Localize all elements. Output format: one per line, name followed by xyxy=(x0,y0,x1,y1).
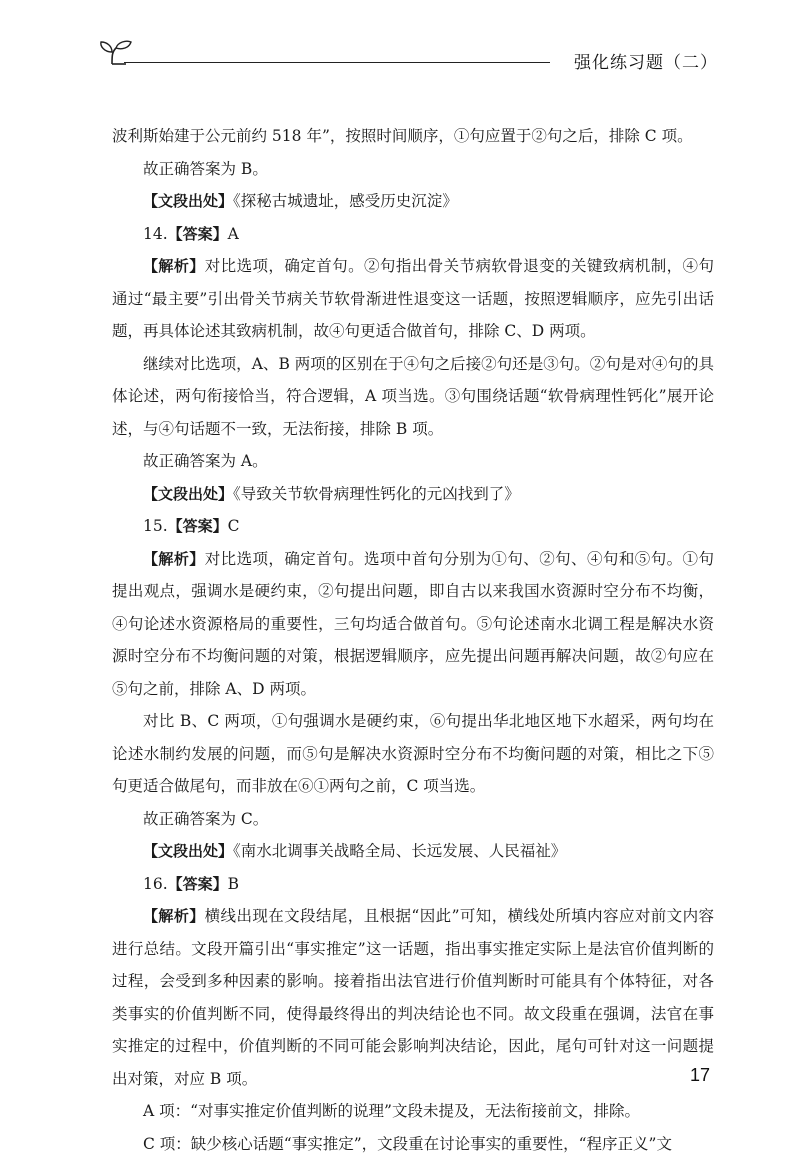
sprout-icon xyxy=(98,38,138,68)
section-label: 【解析】 xyxy=(143,550,205,568)
paragraph xyxy=(112,900,714,1095)
paragraph-text: 故正确答案为 C。 xyxy=(143,810,268,828)
paragraph xyxy=(112,510,714,543)
paragraph-text: C 项：缺少核心话题“事实推定”，文段重在讨论事实的重要性，“程序正义”文 xyxy=(143,1135,672,1153)
section-label: 【解析】 xyxy=(143,907,205,925)
section-label: 【文段出处】 xyxy=(143,842,233,860)
paragraph xyxy=(112,543,714,706)
paragraph xyxy=(112,185,714,218)
paragraph-text: B xyxy=(228,875,239,893)
paragraph xyxy=(112,250,714,348)
section-label: 【文段出处】 xyxy=(143,485,233,503)
header-title: 强化练习题（二） xyxy=(574,48,718,73)
section-label: 【解析】 xyxy=(143,257,205,275)
paragraph xyxy=(112,1128,714,1160)
paragraph-text: A 项：“对事实推定价值判断的说理”文段未提及，无法衔接前文，排除。 xyxy=(143,1102,640,1120)
section-label: 【答案】 xyxy=(168,517,228,535)
paragraph xyxy=(112,120,714,153)
question-number: 15. xyxy=(143,517,168,535)
paragraph-text: 《探秘古城遗址，感受历史沉淀》 xyxy=(233,192,458,210)
section-label: 【文段出处】 xyxy=(143,192,233,210)
paragraph-text: 《导致关节软骨病理性钙化的元凶找到了》 xyxy=(233,485,520,503)
paragraph-text: C xyxy=(228,517,240,535)
paragraph xyxy=(112,868,714,901)
paragraph xyxy=(112,835,714,868)
section-label: 【答案】 xyxy=(168,875,228,893)
paragraph-text: 故正确答案为 A。 xyxy=(143,452,268,470)
paragraph-text: 继续对比选项，A、B 两项的区别在于④句之后接②句还是③句。②句是对④句的具体论述，两句衔接恰当，符合逻辑，A 项当选。③句围绕话题“软骨病理性钙化”展开论述，与④句话题不一致，无法衔接，排除 B 项。 xyxy=(112,355,714,438)
paragraph-text: 横线出现在文段结尾，且根据“因此”可知，横线处所填内容应对前文内容进行总结。文段开篇引出“事实推定”这一话题，指出事实推定实际上是法官价值判断的过程，会受到多种因素的影响。接着指出法官进行价值判断时可能具有个体特征，对各类事实的价值判断不同，使得最终得出的判决结论也不同。故文段重在强调，法官在事实推定的过程中，价值判断的不同可能会影响判决结论，因此，尾句可针对这一问题提出对策，对应 B 项。 xyxy=(112,907,714,1088)
paragraph xyxy=(112,445,714,478)
paragraph xyxy=(112,803,714,836)
paragraph-text: A xyxy=(228,225,239,243)
paragraph-text: 《南水北调事关战略全局、长远发展、人民福祉》 xyxy=(233,842,566,860)
question-number: 14. xyxy=(143,225,168,243)
header-rule xyxy=(124,62,550,63)
paragraph-text: 对比选项，确定首句。②句指出骨关节病软骨退变的关键致病机制，④句通过“最主要”引出骨关节病关节软骨渐进性退变这一话题，按照逻辑顺序，应先引出话题，再具体论述其致病机制，故④句更适合做首句，排除 C、D 两项。 xyxy=(112,257,714,340)
document-body xyxy=(112,120,714,1160)
paragraph xyxy=(112,348,714,446)
paragraph-text: 故正确答案为 B。 xyxy=(143,160,268,178)
section-label: 【答案】 xyxy=(168,225,228,243)
page-header xyxy=(98,38,718,74)
paragraph-text: 波利斯始建于公元前约 518 年”，按照时间顺序，①句应置于②句之后，排除 C 项。 xyxy=(112,127,693,145)
paragraph xyxy=(112,705,714,803)
paragraph-text: 对比选项，确定首句。选项中首句分别为①句、②句、④句和⑤句。①句提出观点，强调水是硬约束，②句提出问题，即自古以来我国水资源时空分布不均衡，④句论述水资源格局的重要性，三句均适合做首句。⑤句论述南水北调工程是解决水资源时空分布不均衡问题的对策，根据逻辑顺序，应先提出问题再解决问题，故②句应在⑤句之前，排除 A、D 两项。 xyxy=(112,550,714,698)
paragraph xyxy=(112,478,714,511)
paragraph xyxy=(112,1095,714,1128)
page-number: 17 xyxy=(690,1065,710,1086)
paragraph xyxy=(112,218,714,251)
question-number: 16. xyxy=(143,875,168,893)
paragraph xyxy=(112,153,714,186)
paragraph-text: 对比 B、C 两项，①句强调水是硬约束，⑥句提出华北地区地下水超采，两句均在论述水制约发展的问题，而⑤句是解决水资源时空分布不均衡问题的对策，相比之下⑤句更适合做尾句，而非放在⑥①两句之前，C 项当选。 xyxy=(112,712,714,795)
